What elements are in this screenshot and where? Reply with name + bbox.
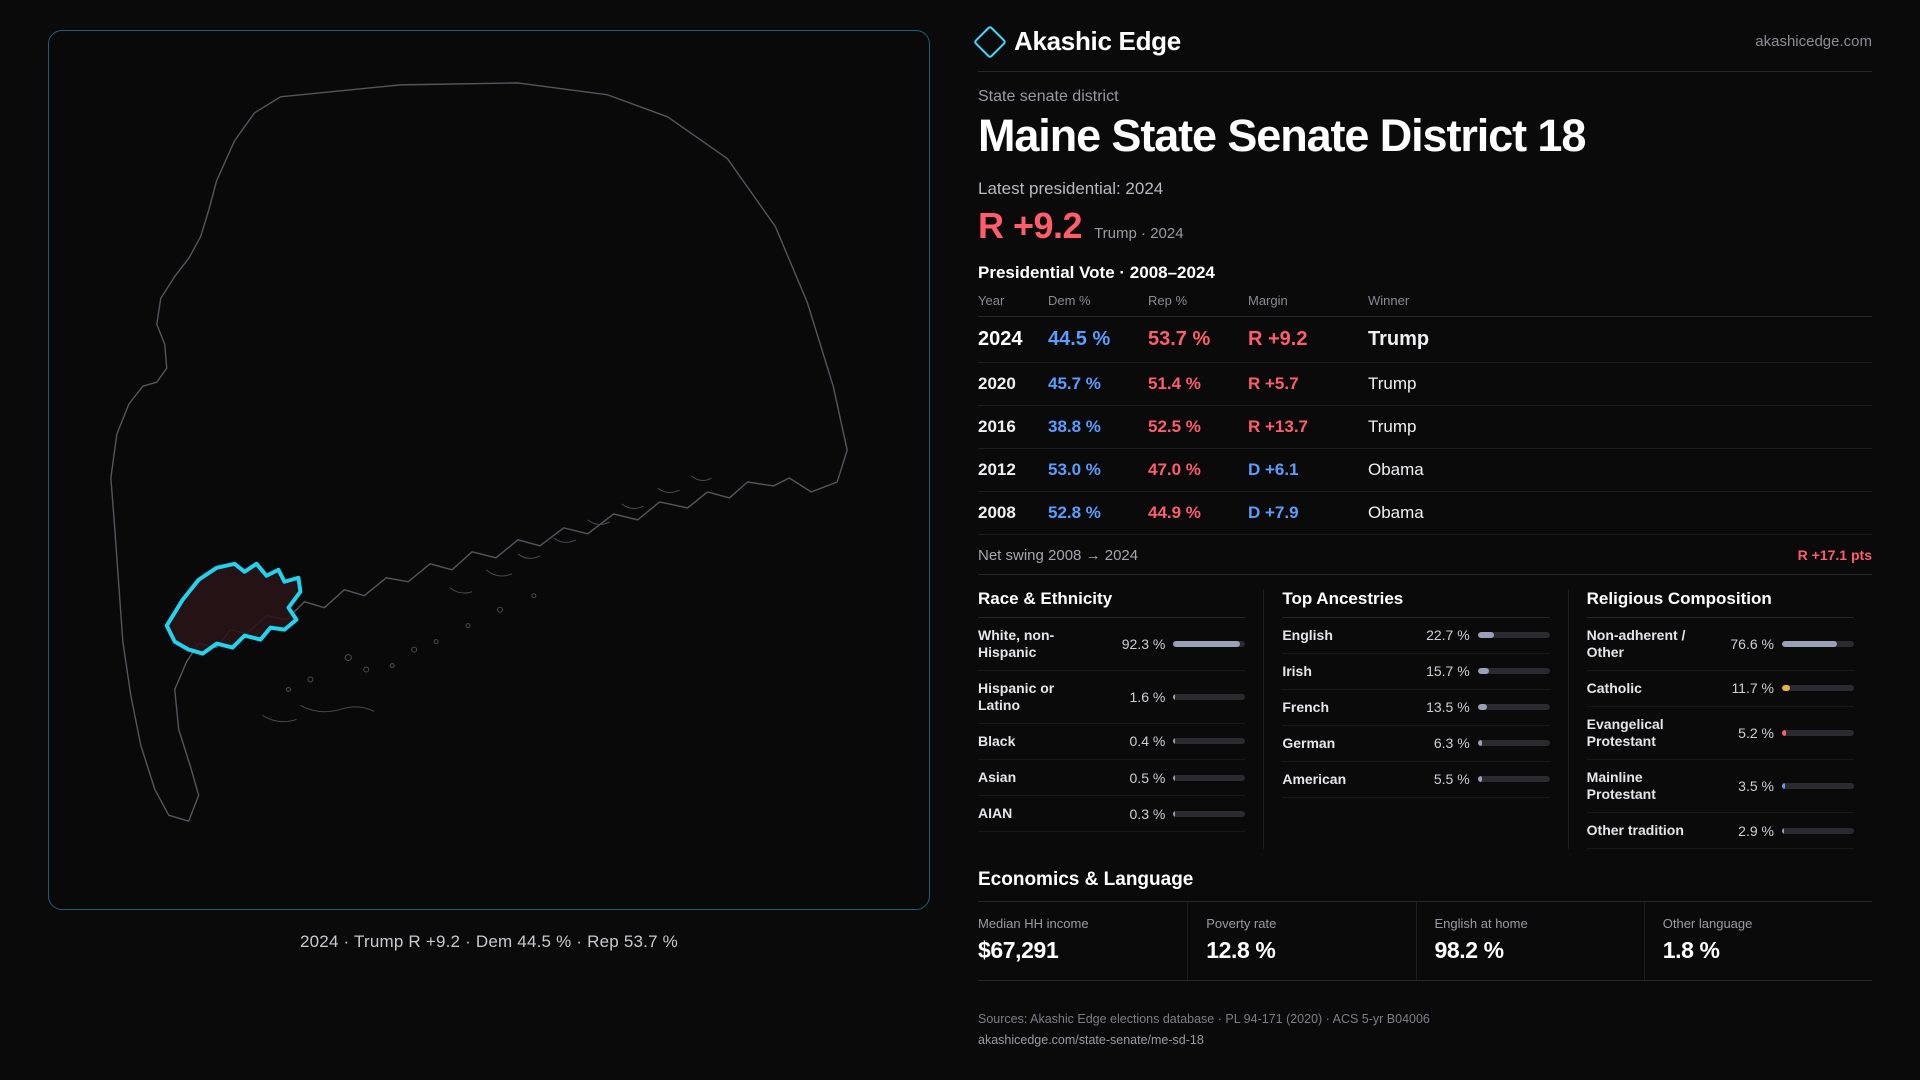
religion-column — [1568, 589, 1872, 850]
cell-margin: R +9.2 — [1248, 316, 1368, 362]
list-item — [1587, 707, 1854, 760]
cell-winner: Trump — [1368, 362, 1872, 405]
list-item — [1587, 618, 1854, 671]
ancestries-column — [1263, 589, 1567, 850]
map-caption: 2024 · Trump R +9.2 · Dem 44.5 % · Rep 53.7 % — [300, 932, 678, 951]
religion-value: 76.6 % — [1730, 635, 1774, 652]
list-item — [1282, 654, 1549, 690]
cell-margin: R +13.7 — [1248, 405, 1368, 448]
econ-cell — [1187, 902, 1415, 980]
brand-bar — [978, 26, 1872, 72]
demographics-section — [978, 589, 1872, 850]
ancestry-value: 5.5 % — [1433, 771, 1470, 788]
religion-value: 2.9 % — [1738, 822, 1774, 839]
econ-value: 1.8 % — [1662, 937, 1720, 964]
list-item — [978, 671, 1245, 724]
race-label: Black — [978, 732, 1016, 749]
cell-dem: 53.0 % — [1048, 448, 1148, 491]
ancestry-label: English — [1282, 626, 1333, 643]
cell-margin: R +5.7 — [1248, 362, 1368, 405]
religion-label: Mainline Protestant — [1586, 768, 1656, 803]
race-bar-fill — [1173, 738, 1174, 744]
footer-url[interactable]: akashicedge.com/state-senate/me-sd-18 — [978, 1033, 1204, 1048]
net-swing — [978, 547, 1872, 575]
cell-margin: D +7.9 — [1248, 491, 1368, 534]
cell-winner: Obama — [1368, 491, 1872, 534]
list-item — [978, 618, 1245, 671]
religion-label: Other tradition — [1586, 822, 1684, 839]
cell-winner: Obama — [1368, 448, 1872, 491]
race-bar — [1173, 641, 1245, 647]
headline-margin — [978, 205, 1872, 247]
race-value: 0.5 % — [1129, 769, 1166, 786]
cell-dem: 38.8 % — [1048, 405, 1148, 448]
col-year: Year — [978, 293, 1048, 317]
list-item — [978, 796, 1245, 832]
ancestry-label: French — [1282, 698, 1330, 715]
page-title: Maine State Senate District 18 — [978, 110, 1586, 161]
cell-year: 2016 — [978, 405, 1048, 448]
cell-rep: 47.0 % — [1148, 448, 1248, 491]
cell-rep: 52.5 % — [1148, 405, 1248, 448]
econ-value: 12.8 % — [1206, 937, 1276, 964]
diamond-icon — [973, 25, 1007, 59]
religion-bar-fill — [1782, 641, 1837, 647]
brand-site: akashicedge.com — [1755, 33, 1872, 50]
race-label: AIAN — [978, 805, 1013, 822]
ancestry-bar-fill — [1478, 776, 1482, 782]
table-header-row — [978, 293, 1872, 317]
religion-bar-fill — [1782, 685, 1790, 691]
religion-bar-fill — [1782, 783, 1785, 789]
cell-year: 2024 — [978, 316, 1048, 362]
table-row — [978, 316, 1872, 362]
race-bar — [1173, 694, 1245, 700]
race-bar-fill — [1173, 811, 1174, 817]
list-item — [1587, 760, 1854, 813]
ancestry-bar — [1478, 704, 1550, 710]
table-row — [978, 448, 1872, 491]
list-item — [978, 724, 1245, 760]
econ-cell — [1416, 902, 1644, 980]
latest-presidential-label: Latest presidential: 2024 — [978, 178, 1164, 198]
sources-line: Sources: Akashic Edge elections database · PL 94-171 (2020) · ACS 5-yr B04006 — [978, 1012, 1430, 1027]
ancestries-title: Top Ancestries — [1282, 589, 1549, 618]
econ-value: $67,291 — [978, 937, 1059, 964]
race-label: Hispanic or Latino — [978, 679, 1055, 713]
col-margin: Margin — [1248, 293, 1368, 317]
cell-rep: 44.9 % — [1148, 491, 1248, 534]
ancestry-bar — [1478, 740, 1550, 746]
ancestry-bar-fill — [1478, 740, 1483, 746]
ancestry-value: 15.7 % — [1426, 663, 1470, 680]
col-winner: Winner — [1368, 293, 1872, 317]
race-label: Asian — [978, 768, 1017, 785]
race-bar-fill — [1173, 641, 1239, 647]
net-swing-value: R +17.1 pts — [1797, 546, 1872, 563]
ancestry-bar-fill — [1478, 632, 1494, 638]
cell-dem: 45.7 % — [1048, 362, 1148, 405]
page-kicker: State senate district — [978, 88, 1119, 105]
list-item — [1282, 618, 1549, 654]
race-value: 0.3 % — [1129, 805, 1166, 822]
econ-value: 98.2 % — [1434, 937, 1504, 964]
col-dem: Dem % — [1048, 293, 1148, 317]
net-swing-label: Net swing 2008 → 2024 — [978, 546, 1139, 564]
list-item — [1587, 813, 1854, 849]
race-value: 1.6 % — [1129, 688, 1166, 705]
ancestry-label: German — [1282, 734, 1336, 751]
cell-winner: Trump — [1368, 316, 1872, 362]
map-svg — [49, 31, 929, 909]
race-value: 92.3 % — [1121, 635, 1166, 652]
cell-dem: 52.8 % — [1048, 491, 1148, 534]
list-item — [1282, 726, 1549, 762]
race-bar-fill — [1173, 694, 1174, 700]
footer-sources — [978, 1009, 1872, 1052]
report-pane — [960, 0, 1920, 1080]
religion-value: 3.5 % — [1738, 778, 1774, 795]
religion-bar — [1782, 730, 1854, 736]
state-outline — [111, 83, 847, 821]
econ-label: Poverty rate — [1206, 916, 1277, 932]
headline-margin-sub: Trump · 2024 — [1094, 224, 1184, 242]
ancestry-bar — [1478, 632, 1550, 638]
district-map[interactable] — [48, 30, 930, 910]
highlighted-district[interactable] — [167, 564, 301, 654]
religion-bar — [1782, 828, 1854, 834]
brand-group — [978, 26, 1181, 57]
religion-bar — [1782, 641, 1854, 647]
list-item — [1282, 690, 1549, 726]
race-label: White, non-Hispanic — [978, 626, 1055, 660]
econ-label: English at home — [1434, 916, 1528, 932]
cell-margin: D +6.1 — [1248, 448, 1368, 491]
ancestry-value: 6.3 % — [1433, 735, 1470, 752]
cell-year: 2012 — [978, 448, 1048, 491]
cell-rep: 53.7 % — [1148, 316, 1248, 362]
ancestry-label: American — [1282, 770, 1347, 787]
religion-value: 11.7 % — [1731, 680, 1774, 697]
cell-year: 2020 — [978, 362, 1048, 405]
religion-title: Religious Composition — [1587, 589, 1854, 618]
ancestry-bar — [1478, 776, 1550, 782]
race-title: Race & Ethnicity — [978, 589, 1245, 618]
list-item — [1587, 671, 1854, 707]
econ-cell — [978, 902, 1187, 980]
religion-label: Evangelical Protestant — [1586, 715, 1664, 749]
ancestry-label: Irish — [1282, 662, 1312, 679]
presidential-vote-table — [978, 293, 1872, 535]
race-bar — [1173, 811, 1245, 817]
ancestry-value: 22.7 % — [1426, 627, 1470, 644]
cell-winner: Trump — [1368, 405, 1872, 448]
headline-margin-value: R +9.2 — [978, 204, 1083, 246]
religion-bar — [1782, 783, 1854, 789]
cell-dem: 44.5 % — [1048, 316, 1148, 362]
ancestry-bar-fill — [1478, 668, 1489, 674]
econ-cell — [1644, 902, 1872, 980]
race-bar — [1173, 775, 1245, 781]
econ-label: Median HH income — [978, 916, 1089, 932]
table-row — [978, 405, 1872, 448]
religion-bar — [1782, 685, 1854, 691]
econ-label: Other language — [1662, 916, 1753, 932]
race-column — [978, 589, 1263, 850]
list-item — [1282, 762, 1549, 798]
religion-bar-fill — [1782, 828, 1784, 834]
religion-value: 5.2 % — [1738, 724, 1774, 741]
ancestry-bar-fill — [1478, 704, 1488, 710]
ancestry-bar — [1478, 668, 1550, 674]
brand-name: Akashic Edge — [1014, 26, 1181, 56]
religion-label: Non-adherent / Other — [1586, 626, 1686, 660]
votes-section-title: Presidential Vote · 2008–2024 — [978, 262, 1215, 282]
race-value: 0.4 % — [1129, 733, 1166, 750]
col-rep: Rep % — [1148, 293, 1248, 317]
table-row — [978, 491, 1872, 534]
economics-grid — [978, 901, 1872, 981]
ancestry-value: 13.5 % — [1426, 699, 1470, 716]
religion-label: Catholic — [1586, 679, 1642, 696]
race-bar — [1173, 738, 1245, 744]
list-item — [978, 760, 1245, 796]
religion-bar-fill — [1782, 730, 1786, 736]
coast-detail — [263, 476, 712, 722]
race-bar-fill — [1173, 775, 1174, 781]
cell-rep: 51.4 % — [1148, 362, 1248, 405]
cell-year: 2008 — [978, 491, 1048, 534]
table-row — [978, 362, 1872, 405]
economics-title: Economics & Language — [978, 869, 1194, 891]
